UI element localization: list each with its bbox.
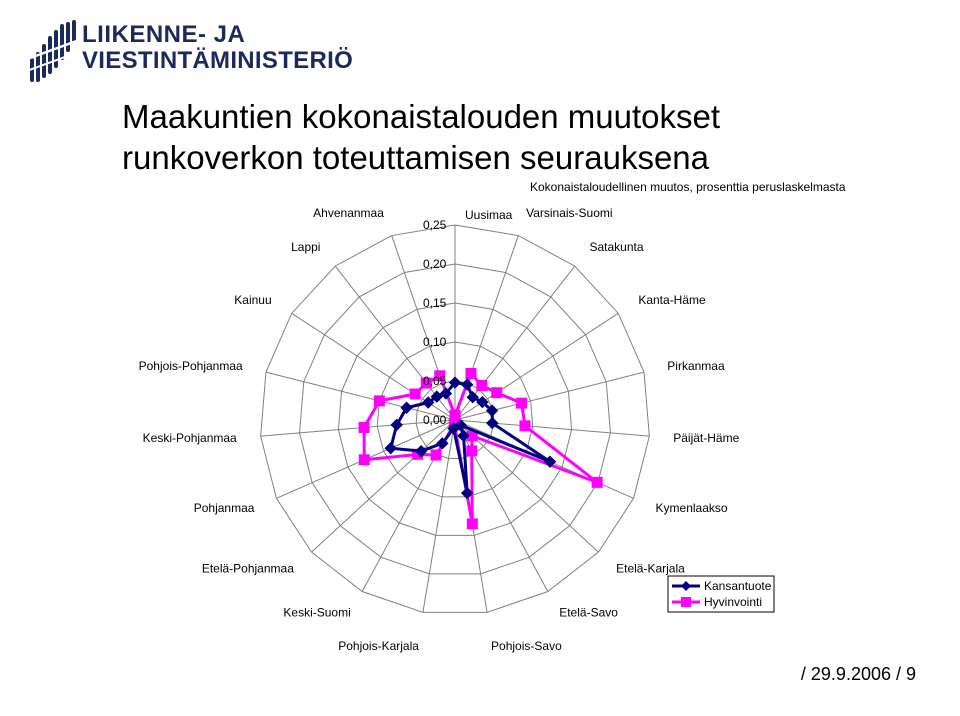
- marker-hyvinvointi: [359, 454, 370, 465]
- radar-labels: [139, 206, 740, 653]
- category-label: Kainuu: [234, 293, 272, 308]
- legend-marker-hyvinvointi: [681, 597, 691, 607]
- logo-text-line2: VIESTINTÄMINISTERIÖ: [82, 47, 354, 74]
- category-label: Päijät-Häme: [673, 431, 740, 446]
- category-label: Varsinais-Suomi: [526, 205, 613, 220]
- marker-hyvinvointi: [516, 398, 527, 409]
- tick-label: 0,25: [423, 218, 447, 232]
- chart-legend: [668, 576, 774, 612]
- marker-kansantuote: [385, 443, 396, 454]
- marker-hyvinvointi: [410, 388, 421, 399]
- marker-hyvinvointi: [592, 477, 603, 488]
- legend-label-kansantuote: Kansantuote: [704, 579, 772, 593]
- tick-label: 0,00: [423, 413, 447, 427]
- category-label: Ahvenanmaa: [313, 205, 384, 220]
- category-label: Keski-Suomi: [283, 605, 351, 620]
- chart-title: Kokonaistaloudellinen muutos, prosenttia peruslaskelmasta: [530, 180, 846, 194]
- category-label: Kymenlaakso: [655, 500, 728, 515]
- radar-spoke-12: [312, 420, 455, 552]
- category-label: Pohjois-Savo: [491, 639, 562, 654]
- legend-label-hyvinvointi: Hyvinvointi: [704, 595, 763, 609]
- marker-hyvinvointi: [466, 445, 477, 456]
- slide-footer: / 29.9.2006 / 9: [800, 664, 916, 684]
- marker-hyvinvointi: [491, 387, 502, 398]
- category-label: Etelä-Karjala: [616, 561, 685, 576]
- category-label: Uusimaa: [465, 208, 513, 222]
- marker-hyvinvointi: [476, 380, 487, 391]
- category-label: Etelä-Pohjanmaa: [201, 561, 294, 576]
- marker-hyvinvointi: [519, 420, 530, 431]
- category-label: Kanta-Häme: [638, 293, 706, 308]
- category-label: Keski-Pohjanmaa: [142, 431, 237, 446]
- radar-spoke-4: [455, 372, 644, 420]
- tick-label: 0,10: [423, 335, 447, 349]
- marker-kansantuote: [467, 392, 478, 403]
- logo-text-line1: LIIKENNE- JA: [82, 21, 246, 48]
- category-label: Satakunta: [589, 240, 644, 255]
- tick-label: 0,05: [423, 374, 447, 388]
- category-label: Pirkanmaa: [667, 359, 725, 374]
- category-label: Etelä-Savo: [559, 605, 618, 620]
- marker-hyvinvointi: [467, 518, 478, 529]
- slide-title: Maakuntien kokonaistalouden muutokset runkoverkon toteuttamisen seurauksena: [122, 98, 721, 176]
- marker-hyvinvointi: [359, 422, 370, 433]
- tick-label: 0,15: [423, 296, 447, 310]
- category-label: Pohjanmaa: [193, 500, 255, 515]
- category-label: Pohjois-Pohjanmaa: [138, 359, 243, 374]
- marker-kansantuote: [462, 379, 473, 390]
- marker-hyvinvointi: [465, 368, 476, 379]
- marker-hyvinvointi: [431, 449, 442, 460]
- tick-label: 0,20: [423, 257, 447, 271]
- category-label: Pohjois-Karjala: [338, 639, 419, 654]
- marker-hyvinvointi: [374, 395, 385, 406]
- category-label: Lappi: [291, 240, 321, 255]
